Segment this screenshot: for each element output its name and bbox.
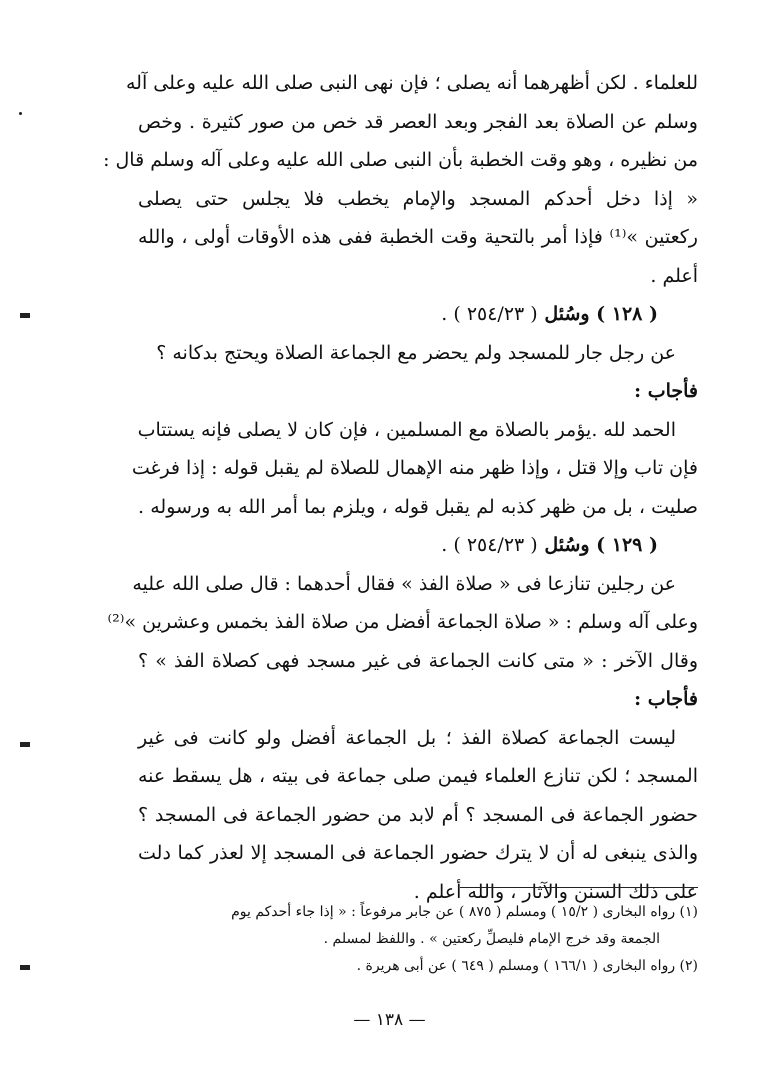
answer-129-line: على ذلك السنن والآثار ، والله أعلم . bbox=[413, 880, 698, 903]
answer-129-line: ليست الجماعة كصلاة الفذ ؛ بل الجماعة أفضل ولو كانت فى غير bbox=[138, 726, 676, 749]
question-129-number: ( ١٢٩ ) وسُئل bbox=[544, 534, 658, 556]
answer-label: فأجاب : bbox=[634, 688, 698, 710]
answer-129-line: حضور الجماعة فى المسجد ؟ أم لابد من حضور الجماعة فى المسجد ؟ bbox=[138, 803, 698, 826]
question-129-reference: ( ٢٥٤/٢٣ ) . bbox=[441, 534, 538, 556]
question-128-heading bbox=[138, 295, 698, 334]
margin-dot-mark bbox=[19, 112, 22, 115]
body-line: من نظيره ، وهو وقت الخطبة بأن النبى صلى الله عليه وعلى آله وسلم قال : bbox=[103, 149, 698, 171]
question-128-reference: ( ٢٥٤/٢٣ ) . bbox=[441, 303, 538, 325]
page-number: — ١٣٨ — bbox=[353, 1010, 426, 1030]
answer-128-line: صليت ، بل من ظهر كذبه لم يقبل قوله ، ويلزم بما أمر الله به ورسوله . bbox=[138, 495, 698, 518]
body-line: للعلماء . لكن أظهرهما أنه يصلى ؛ فإن نهى النبى صلى الله عليه وعلى آله bbox=[125, 72, 698, 94]
question-129-line: وعلى آله وسلم : « صلاة الجماعة أفضل من صلاة الفذ بخمس وعشرين »⁽²⁾ bbox=[107, 611, 698, 633]
margin-mark bbox=[20, 313, 30, 318]
body-line: ركعتين »⁽¹⁾ فإذا أمر بالتحية وقت الخطبة ففى هذه الأوقات أولى ، والله bbox=[138, 226, 698, 248]
footnote-1-continuation: الجمعة وقد خرج الإمام فليصلِّ ركعتين » . واللفظ لمسلم . bbox=[323, 931, 660, 947]
answer-128-line: الحمد لله .يؤمر بالصلاة مع المسلمين ، فإن كان لا يصلى فإنه يستتاب bbox=[137, 418, 676, 441]
footnote-2: (٢) رواه البخارى ( ١٦٦/١ ) ومسلم ( ٦٤٩ ) عن أبى هريرة . bbox=[356, 958, 698, 974]
answer-128-line: فإن تاب وإلا قتل ، وإذا ظهر منه الإهمال للصلاة لم يقبل قوله : إذا فرغت bbox=[131, 457, 698, 479]
body-line: وسلم عن الصلاة بعد الفجر وبعد العصر قد خص من صور كثيرة . وخص bbox=[138, 110, 698, 133]
margin-mark bbox=[20, 742, 30, 747]
answer-129-line: المسجد ؛ لكن تنازع العلماء فيمن صلى جماعة فى بيته ، هل يسقط عنه bbox=[138, 765, 698, 787]
question-129-line: وقال الآخر : « متى كانت الجماعة فى غير مسجد فهى كصلاة الفذ » ؟ bbox=[138, 649, 698, 672]
main-text bbox=[103, 64, 698, 911]
question-129-heading bbox=[138, 526, 698, 565]
answer-label: فأجاب : bbox=[634, 380, 698, 402]
answer-129-line: والذى ينبغى له أن لا يترك حضور الجماعة فى المسجد إلا لعذر كما دلت bbox=[138, 842, 698, 864]
margin-mark bbox=[20, 965, 30, 970]
footnote-divider bbox=[460, 887, 698, 888]
question-128-number: ( ١٢٨ ) وسُئل bbox=[544, 303, 658, 325]
body-line: « إذا دخل أحدكم المسجد والإمام يخطب فلا يجلس حتى يصلى bbox=[138, 187, 698, 210]
question-129-line: عن رجلين تنازعا فى « صلاة الفذ » فقال أحدهما : قال صلى الله عليه bbox=[132, 572, 676, 595]
footnote-1: (١) رواه البخارى ( ١٥/٢ ) ومسلم ( ٨٧٥ ) عن جابر مرفوعاً : « إذا جاء أحدكم يوم bbox=[231, 904, 698, 920]
footnotes bbox=[138, 887, 698, 980]
question-128-text: عن رجل جار للمسجد ولم يحضر مع الجماعة الصلاة ويحتج بدكانه ؟ bbox=[156, 341, 676, 364]
body-line: أعلم . bbox=[650, 264, 698, 287]
